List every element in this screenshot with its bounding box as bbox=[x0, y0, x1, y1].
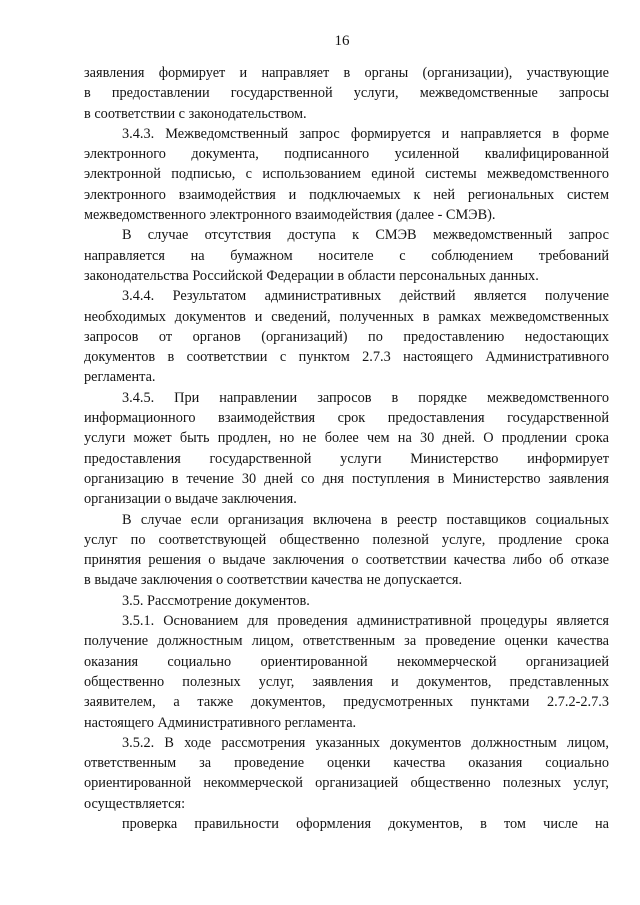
text-line: оказания социально ориентированной некоммерческой организацией bbox=[84, 653, 609, 670]
text-line: предоставления государственной услуги Министерство информирует bbox=[84, 450, 609, 467]
text-line: В случае если организация включена в реестр поставщиков социальных bbox=[122, 511, 609, 528]
text-line: получение должностным лицом, ответственным за проведение оценки качества bbox=[84, 633, 609, 650]
text-line: регламента. bbox=[84, 369, 156, 386]
text-line: ответственным за проведение оценки качества оказания социально bbox=[84, 755, 609, 772]
text-line: осуществляется: bbox=[84, 795, 186, 812]
text-line: 3.5. Рассмотрение документов. bbox=[122, 592, 310, 609]
text-line: 3.4.5. При направлении запросов в порядке межведомственного bbox=[122, 389, 609, 406]
text-line: В случае отсутствия доступа к СМЭВ межведомственный запрос bbox=[122, 227, 609, 244]
text-line: общественно полезных услуг, заявления и документов, представленных bbox=[84, 673, 609, 690]
text-line: в выдаче заключения о соответствии качества не допускается. bbox=[84, 572, 463, 589]
text-line: заявления формирует и направляет в органы (организации), участвующие bbox=[84, 65, 609, 81]
page-number: 16 bbox=[334, 33, 350, 49]
text-line: документов в соответствии с пунктом 2.7.3 настоящего Административного bbox=[84, 349, 609, 366]
text-line: 3.5.1. Основанием для проведения административной процедуры является bbox=[122, 613, 609, 630]
text-line: законодательства Российской Федерации в области персональных данных. bbox=[84, 267, 539, 284]
text-line: электронной подписью, с использованием единой системы межведомственного bbox=[84, 166, 609, 183]
document-body bbox=[84, 63, 609, 834]
text-line: ориентированной некоммерческой организацией общественно полезных услуг, bbox=[84, 775, 609, 792]
text-line: 3.4.4. Результатом административных действий является получение bbox=[122, 288, 609, 305]
text-line: необходимых документов и сведений, полученных в рамках межведомственных bbox=[84, 308, 609, 325]
text-line: принятия решения о выдаче заключения о соответствии качества либо об отказе bbox=[84, 552, 609, 569]
text-line: 3.5.2. В ходе рассмотрения указанных документов должностным лицом, bbox=[122, 734, 609, 751]
text-line: в предоставлении государственной услуги, межведомственные запросы bbox=[84, 85, 609, 102]
text-line: услуг по соответствующей общественно полезной услуге, продление срока bbox=[84, 531, 609, 548]
text-line: запросов от органов (организаций) по предоставлению недостающих bbox=[84, 328, 609, 345]
text-line: заявителем, а также документов, предусмотренных пунктами 2.7.2-2.7.3 bbox=[84, 694, 609, 711]
text-line: организации о выдаче заключения. bbox=[84, 491, 297, 508]
text-line: услуги может быть продлен, но не более чем на 30 дней. О продлении срока bbox=[84, 430, 609, 447]
text-line: направляется на бумажном носителе с соблюдением требований bbox=[84, 247, 609, 264]
text-line: в соответствии с законодательством. bbox=[84, 105, 307, 122]
text-line: электронного документа, подписанного усиленной квалифицированной bbox=[84, 146, 609, 163]
text-line: информационного взаимодействия срок предоставления государственной bbox=[84, 410, 609, 427]
text-line: межведомственного электронного взаимодействия (далее - СМЭВ). bbox=[84, 207, 496, 224]
text-line: настоящего Административного регламента. bbox=[84, 714, 357, 731]
text-line: проверка правильности оформления документов, в том числе на bbox=[122, 815, 609, 832]
text-line: 3.4.3. Межведомственный запрос формируется и направляется в форме bbox=[122, 125, 609, 142]
text-line: организацию в течение 30 дней со дня поступления в Министерство заявления bbox=[84, 470, 609, 487]
text-line: электронного взаимодействия и подключаемых к ней региональных систем bbox=[84, 186, 609, 203]
